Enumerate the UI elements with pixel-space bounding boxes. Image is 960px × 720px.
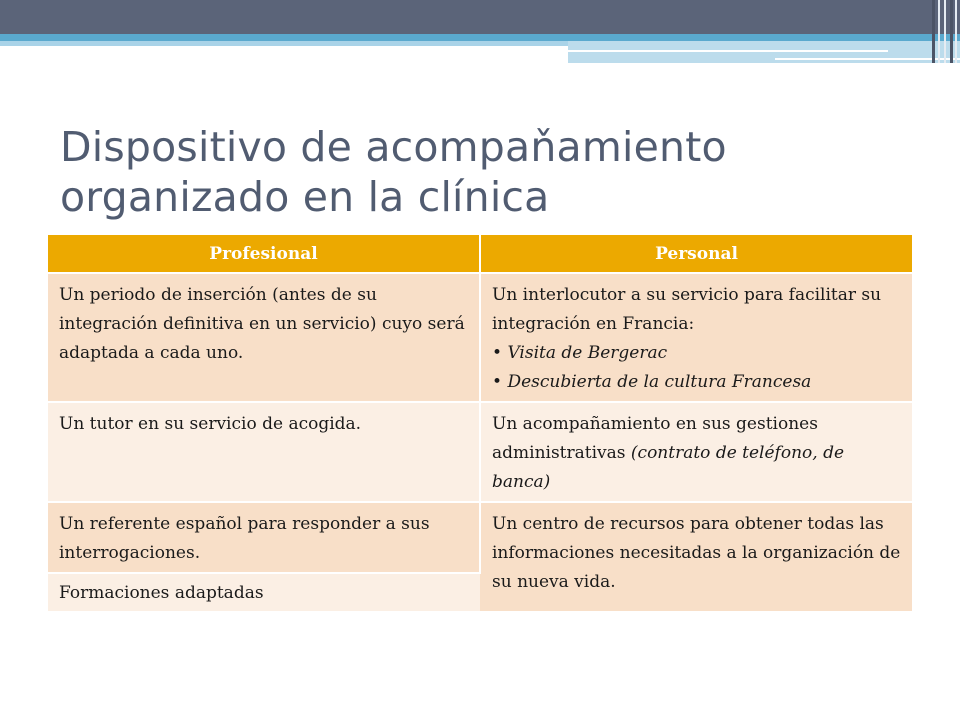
table-cell	[480, 273, 912, 402]
header-divider-line	[568, 50, 888, 52]
bullet-item: • Descubierta de la cultura Francesa	[492, 368, 902, 397]
cell-text-italic: (contrato de teléfono, de banca)	[492, 443, 845, 492]
header-vertical-stripe	[932, 0, 935, 63]
header-vertical-stripe	[944, 0, 946, 63]
table-cell: Un centro de recursos para obtener todas las informaciones necesitadas a la organización de su nueva vida.	[480, 502, 912, 611]
header-accent-stripe-light	[0, 41, 568, 46]
table-cell: Un referente español para responder a sus interrogaciones.	[48, 502, 480, 573]
cell-text: Un interlocutor a su servicio para facilitar su integración en Francia:	[492, 285, 882, 334]
cell-text: Un acompañamiento en sus gestiones administrativas	[492, 414, 818, 463]
table-cell: Formaciones adaptadas	[48, 573, 480, 611]
header-accent-stripe	[0, 34, 960, 41]
header-bar	[0, 0, 960, 34]
table-row	[48, 402, 912, 502]
column-header-profesional: Profesional	[48, 235, 480, 273]
table-row	[48, 273, 912, 402]
slide-title	[60, 122, 920, 222]
header-vertical-stripe	[950, 0, 953, 63]
accompaniment-table	[48, 235, 912, 611]
table-cell: Un tutor en su servicio de acogida.	[48, 402, 480, 502]
bullet-item: • Visita de Bergerac	[492, 339, 902, 368]
table-cell: Un periodo de inserción (antes de su integración definitiva en un servicio) cuyo será adaptada a cada uno.	[48, 273, 480, 402]
column-header-personal: Personal	[480, 235, 912, 273]
table-row	[48, 502, 912, 573]
table-cell	[480, 402, 912, 502]
slide-title-line: Dispositivo de acompaňamiento	[60, 123, 727, 171]
slide-title-line: organizado en la clínica	[60, 173, 550, 221]
table-header-row	[48, 235, 912, 273]
header-vertical-stripe	[938, 0, 940, 63]
header-vertical-stripe	[955, 0, 957, 63]
